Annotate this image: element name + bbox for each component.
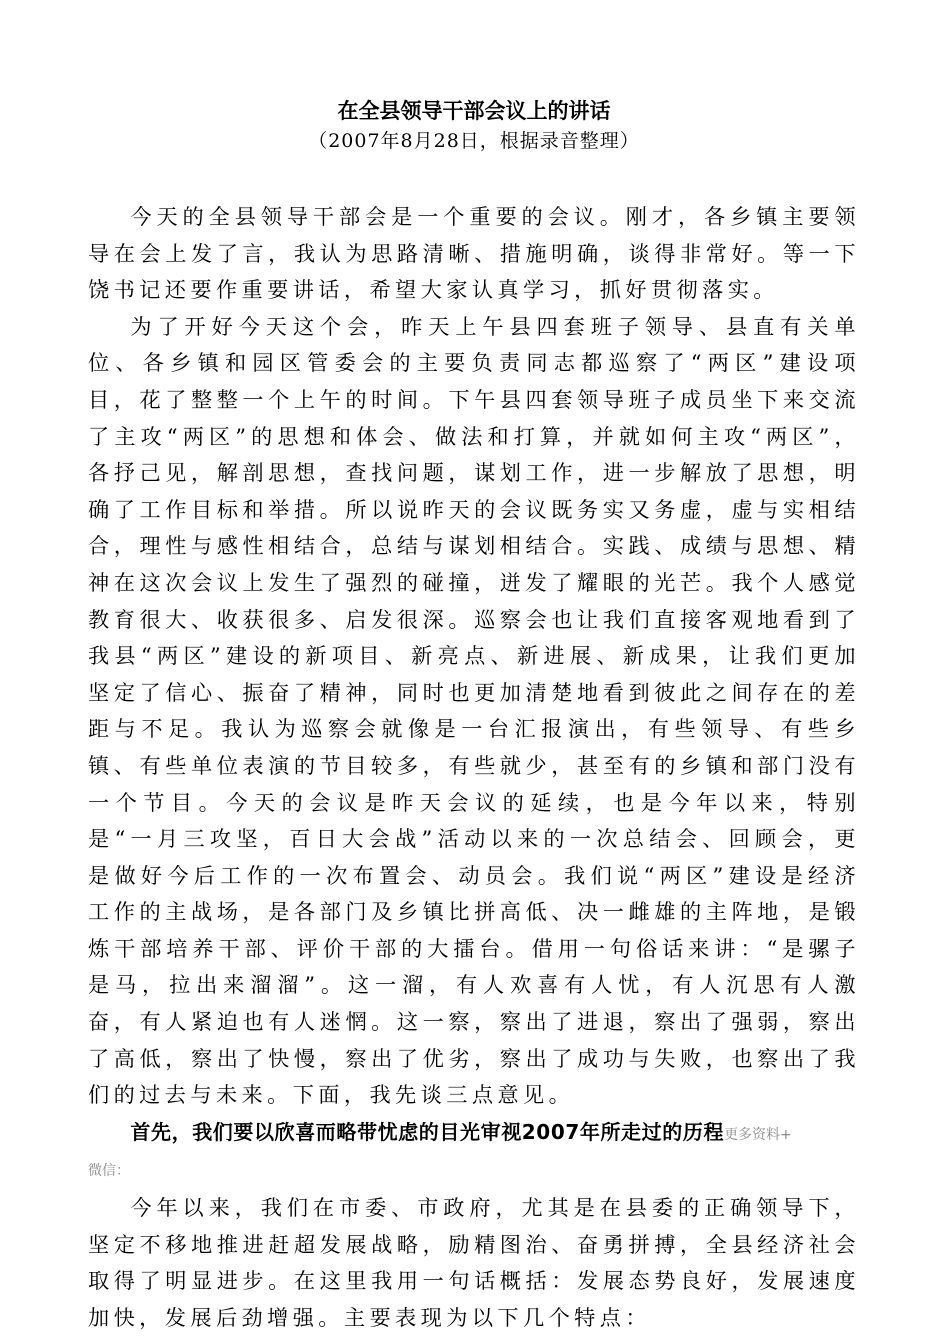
paragraph-achievements: 今年以来，我们在市委、市政府，尤其是在县委的正确领导下，坚定不移地推进赶超发展战略，励精图治、奋勇拼搏，全县经济社会取得了明显进步。在这里我用一句话概括：发展态势良好，发展速度加快，发展后劲增强。主要表现为以下几个特点： (88, 1195, 860, 1330)
watermark-more-info: 更多资料+ (724, 1126, 792, 1143)
watermark-wechat: 微信： (88, 1163, 130, 1180)
paragraph-intro: 今天的全县领导干部会是一个重要的会议。刚才，各乡镇主要领导在会上发了言，我认为思路清晰、措施明确，谈得非常好。等一下饶书记还要作重要讲话，希望大家认真学习，抓好贯彻落实。 (88, 204, 860, 303)
section-heading-line (88, 1114, 860, 1154)
document-body (88, 199, 860, 1336)
paragraph-inspection: 为了开好今天这个会，昨天上午县四套班子领导、县直有关单位、各乡镇和园区管委会的主要负责同志都巡察了“两区”建设项目，花了整整一个上午的时间。下午县四套领导班子成员坐下来交流了主攻“两区”的思想和体会、做法和打算，并就如何主攻“两区”，各抒己见，解剖思想，查找问题，谋划工作，进一步解放了思想，明确了工作目标和举措。所以说昨天的会议既务实又务虚，虚与实相结合，理性与感性相结合，总结与谋划相结合。实践、成绩与思想、精神在这次会议上发生了强烈的碰撞，迸发了耀眼的光芒。我个人感觉教育很大、收获很多、启发很深。巡察会也让我们直接客观地看到了我县“两区”建设的新项目、新亮点、新进展、新成果，让我们更加坚定了信心、振奋了精神，同时也更加清楚地看到彼此之间存在的差距与不足。我认为巡察会就像是一台汇报演出，有些领导、有些乡镇、有些单位表演的节目较多，有些就少，甚至有的乡镇和部门没有一个节目。今天的会议是昨天会议的延续，也是今年以来，特别是“一月三攻坚，百日大会战”活动以来的一次总结会、回顾会，更是做好今后工作的一次布置会、动员会。我们说“两区”建设是经济工作的主战场，是各部门及乡镇比拼高低、决一雌雄的主阵地，是锻炼干部培养干部、评价干部的大擂台。借用一句俗话来讲：“是骡子是马，拉出来溜溜”。这一溜，有人欢喜有人忧，有人沉思有人激奋，有人紧迫也有人迷惘。这一察，察出了进退，察出了强弱，察出了高低，察出了快慢，察出了优劣，察出了成功与失败，也察出了我们的过去与未来。下面，我先谈三点意见。 (88, 313, 860, 1108)
document-subtitle: （2007年8月28日，根据录音整理） (308, 130, 640, 152)
section-heading: 首先，我们要以欣喜而略带忧虑的目光审视2007年所走过的历程 (130, 1119, 725, 1144)
document-page (88, 96, 860, 1336)
document-title: 在全县领导干部会议上的讲话 (337, 98, 611, 123)
